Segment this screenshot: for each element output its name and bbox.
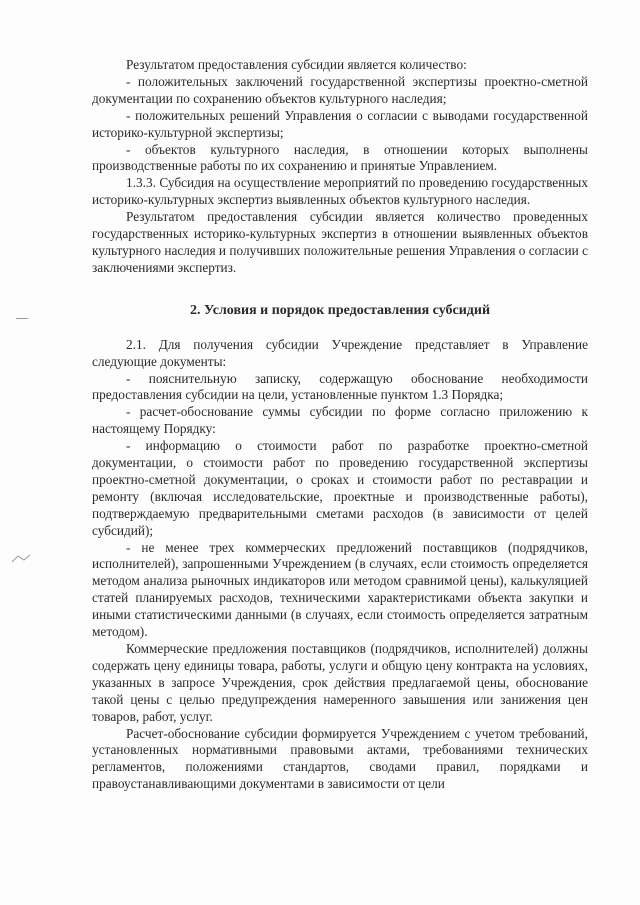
paragraph: - положительных заключений государственной экспертизы проектно-сметной документации по сохранению объектов культурного наследия; xyxy=(92,73,588,106)
paragraph: Результатом предоставления субсидии является количество проведенных государственных историко-культурных экспертиз в отношении выявленных объектов культурного наследия и получивших положительные решения Управления о согласии с заключениями экспертиз. xyxy=(92,209,588,275)
section-heading: 2. Условия и порядок предоставления субсидий xyxy=(189,302,491,318)
paragraph: - информацию о стоимости работ по разработке проектно-сметной документации, о стоимости работ по проведению государственной экспертизы проектно-сметной документации, о сроках и стоимости работ по реставрации и ремонту (включая исследовательские, проектные и производственные работы), подтверждаемую предварительными сметами расходов (в зависимости от целей субсидий); xyxy=(92,438,588,538)
paragraph: 1.3.3. Субсидия на осуществление мероприятий по проведению государственных историко-культурных экспертиз выявленных объектов культурного наследия. xyxy=(92,175,588,208)
paragraph: Расчет-обоснование субсидии формируется Учреждением с учетом требований, установленных нормативными правовыми актами, требованиями технических регламентов, положениями стандартов, сводами правил, порядками и правоустанавливающими документами в зависимости от цели xyxy=(92,725,588,792)
paragraph: - объектов культурного наследия, в отношении которых выполнены производственные работы по их сохранению и принятые Управлением. xyxy=(92,141,588,174)
paragraph: Результатом предоставления субсидии является количество: xyxy=(126,57,467,72)
paragraph: - не менее трех коммерческих предложений поставщиков (подрядчиков, исполнителей), запрошенными Учреждением (в случаях, если стоимость определяется методом анализа рыночных индикаторов или методом сравнимой цены), калькуляцией статей планируемых расходов, техническими характеристиками объекта закупки и иными статистическими данными (в случаях, если стоимость определяется затратным методом). xyxy=(92,539,588,640)
paragraph: - пояснительную записку, содержащую обоснование необходимости предоставления субсидии на цели, установленные пунктом 1.3 Порядка; xyxy=(92,370,588,403)
paragraph: 2.1. Для получения субсидии Учреждение представляет в Управление следующие документы: xyxy=(92,336,588,369)
paragraph: - расчет-обоснование суммы субсидии по форме согласно приложению к настоящему Порядку: xyxy=(92,404,588,437)
scan-mark xyxy=(16,318,28,319)
paragraph: - положительных решений Управления о согласии с выводами государственной историко-культурной экспертизы; xyxy=(92,107,588,140)
paragraph: Коммерческие предложения поставщиков (подрядчиков, исполнителей) должны содержать цену единицы товара, работы, услуги и общую цену контракта на условиях, указанных в запросе Учреждения, срок действия предлагаемой цены, обоснование такой цены с целью предупреждения намеренного завышения или занижения цен товаров, работ, услуг. xyxy=(92,641,588,724)
document-body xyxy=(92,57,588,793)
scan-mark xyxy=(10,552,34,566)
